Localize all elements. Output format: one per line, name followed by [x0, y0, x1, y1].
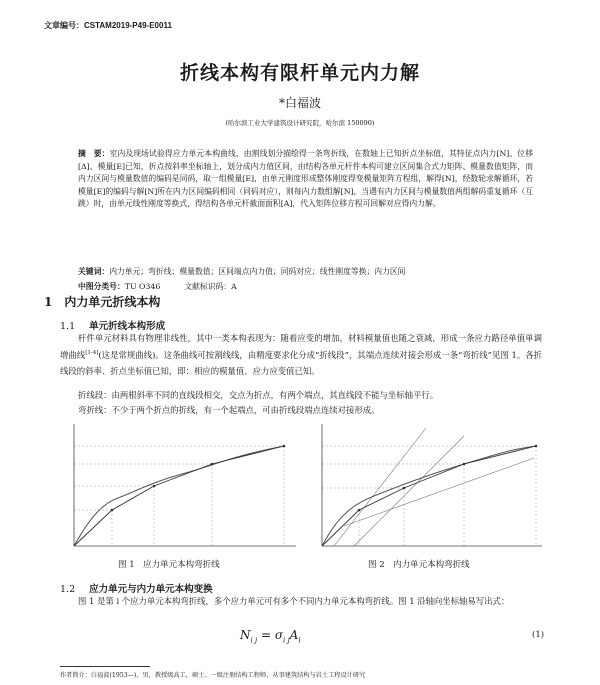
section-number: 1 [44, 295, 53, 309]
footnote-rule [60, 666, 150, 667]
author: *白福波 [278, 96, 321, 110]
paragraph-2 [60, 388, 542, 419]
figure-2-caption: 图 2 内力单元本构弯折线 [368, 560, 470, 570]
tangent-lines [334, 428, 534, 546]
figure-1 [62, 418, 302, 558]
paper-title: 折线本构有限杆单元内力解 [179, 62, 420, 84]
eq-symbol: N [240, 628, 251, 642]
figure-2-plot [314, 418, 548, 558]
subsection-number: 1.2 [60, 584, 76, 595]
clc-label: 中图分类号： [78, 282, 125, 291]
equation-1 [240, 628, 301, 644]
section-heading [44, 293, 160, 310]
section-title: 内力单元折线本构 [64, 295, 161, 309]
paragraph-text: (这是常规曲线)。这条曲线可按割线线，由精度要求化分成“折线段”，其端点连续对接会形成一条“弯折线”见图 1。各折线段的斜率、折点坐标值已知，即：相应的模量值、应力应变值已知。 [60, 350, 542, 376]
subsection-title: 应力单元与内力单元本构变换 [89, 584, 213, 595]
citation: [1-4] [85, 350, 99, 357]
definition-segment: 折线段：由两根斜率不同的直线段相交，交点为折点，有两个端点，其直线段不能与坐标轴平行。 [78, 390, 439, 400]
eq-subscript: i j [250, 636, 258, 645]
keywords-label: 关键词： [78, 267, 110, 276]
polyline-broken [322, 446, 536, 546]
paragraph-text: 杆件单元材料具有物理非线性，其中一类本构表现为：随着应变的增加，材料模量值也随之衰减，形成一条应力路径单值单调增曲线 [60, 333, 542, 361]
subsection-number: 1.1 [60, 321, 76, 332]
abstract-text: 室内及现场试验得应力单元本构曲线，由割线划分描绘得一条弯折线，在数轴上已知折点坐标值，其特征点内力[N]、位移[Δ]、模量[E]已知，折点按斜率坐标轴上，划分成内力值区间，由结构各单元杆件本构可建立区间集合式力矩阵、模量数值矩阵，而内力区间与模量数值的编码是同码，取一组模量[E]，由单元刚度形成整体刚度得变模量矩阵方程组，解得[N]，经数轮求解循环，若模量[E]的编码与解[N]所在内力区间编码相同（同码对应），则每内力数组解[N]，当遇有内力区间与模量数值两组解码重复循环（互跳）时，由单元线性刚度等换式，得结构各单元杆截面面积[A]，代入矩阵位移方程可回解对应得内力解。 [78, 149, 533, 209]
eq-subscript: i [298, 636, 301, 645]
figure-2 [314, 418, 548, 558]
paragraph-3: 图 1 是第 i 个应力单元本构弯折线，多个应力单元可有多个不同内力单元本构弯折线。图 1 沿轴向坐标轴易写出式： [78, 596, 510, 606]
subsection-heading [60, 581, 213, 595]
equation-number: (1) [532, 630, 545, 640]
abstract [78, 148, 533, 211]
figure-1-plot [62, 418, 302, 558]
abstract-label: 摘 要： [78, 149, 110, 158]
keywords [78, 266, 533, 277]
eq-symbol: A [289, 628, 299, 642]
stress-curve [74, 446, 284, 546]
footnote: 作者简介：白福波(1953—)，男，教授级高工，硕士。一级注册结构工程师，从事建筑结构与岩土工程设计研究 [60, 672, 366, 679]
paragraph-1 [60, 331, 542, 379]
doc-code-label: 文献标识码： [184, 282, 232, 291]
affiliation: (哈尔滨工业大学建筑设计研究院，哈尔滨 150090) [225, 119, 375, 127]
definition-curve: 弯折线：不少于两个折点的折线，有一个起端点，可由折线段端点连续对接形成。 [78, 405, 380, 416]
subsection-heading [60, 318, 165, 332]
keywords-text: 内力单元；弯折线；模量数值；区间端点内力值；同码对应；线性刚度等换；内力区间 [109, 267, 406, 276]
polyline-broken [74, 446, 284, 546]
eq-subscript: i j [283, 636, 290, 645]
clc-value: TU O346 [124, 282, 161, 291]
force-curve [322, 446, 536, 546]
document-number: 文章编号：CSTAM2019-P49-E0011 [44, 21, 172, 30]
figure-1-caption: 图 1 应力单元本构弯折线 [118, 560, 220, 570]
subsection-title: 单元折线本构形成 [89, 321, 166, 332]
eq-rhs: = σ [257, 628, 284, 642]
classification [78, 281, 237, 292]
doc-code-value: A [231, 282, 237, 291]
